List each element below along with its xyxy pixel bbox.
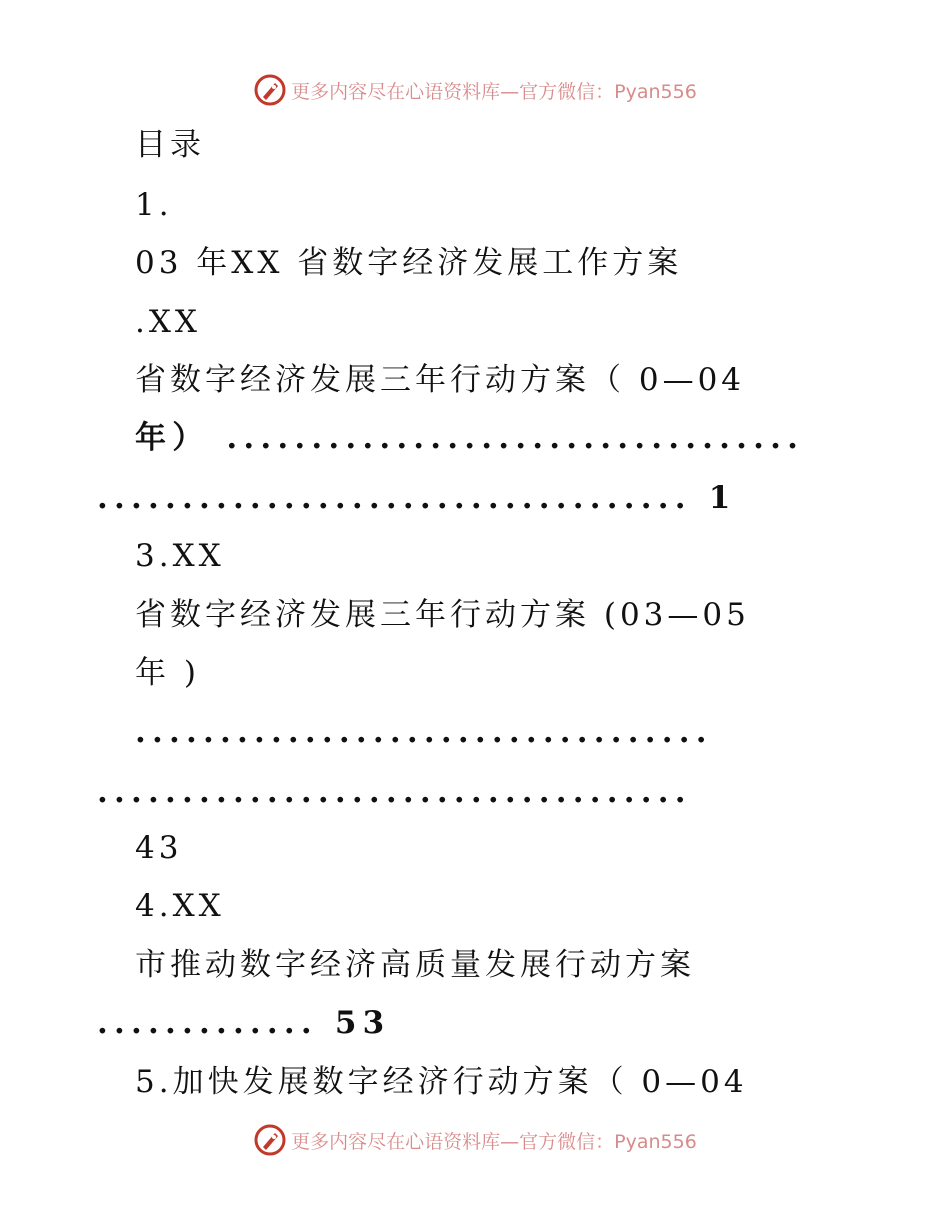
toc-line: 1. — [135, 187, 173, 223]
toc-line-dot-leader: .................................. — [135, 714, 713, 750]
toc-line: 省数字经济发展三年行动方案 (03—05 — [135, 597, 750, 633]
pen-nib-seal-icon — [253, 1123, 287, 1157]
toc-line: 4.XX — [135, 888, 225, 924]
toc-line: 5.加快发展数字经济行动方案（ 0—04 — [135, 1064, 748, 1100]
toc-line: 03 年XX 省数字经济发展工作方案 — [135, 245, 683, 281]
toc-line: 年 ) — [135, 655, 200, 691]
header-watermark — [0, 70, 950, 110]
watermark-text: 更多内容尽在心语资料库—官方微信：Pyan556 — [291, 80, 697, 103]
toc-line-dot-leader: ................................... 1 — [97, 480, 737, 516]
toc-heading: 目录 — [135, 127, 205, 163]
toc-line: 省数字经济发展三年行动方案（ 0—04 — [135, 362, 746, 398]
toc-page-number: 43 — [135, 830, 183, 866]
footer-watermark — [0, 1120, 950, 1160]
watermark-text: 更多内容尽在心语资料库—官方微信：Pyan556 — [291, 1130, 697, 1153]
toc-line: 市推动数字经济高质量发展行动方案 — [135, 947, 695, 983]
toc-line-dot-leader: ................................... — [97, 774, 692, 810]
pen-nib-seal-icon — [253, 73, 287, 107]
toc-line: 3.XX — [135, 538, 225, 574]
toc-line-dot-leader: 年） .................................. — [135, 420, 805, 456]
toc-line: .XX — [135, 304, 201, 340]
toc-line-dot-leader: ............. 53 — [97, 1005, 391, 1041]
